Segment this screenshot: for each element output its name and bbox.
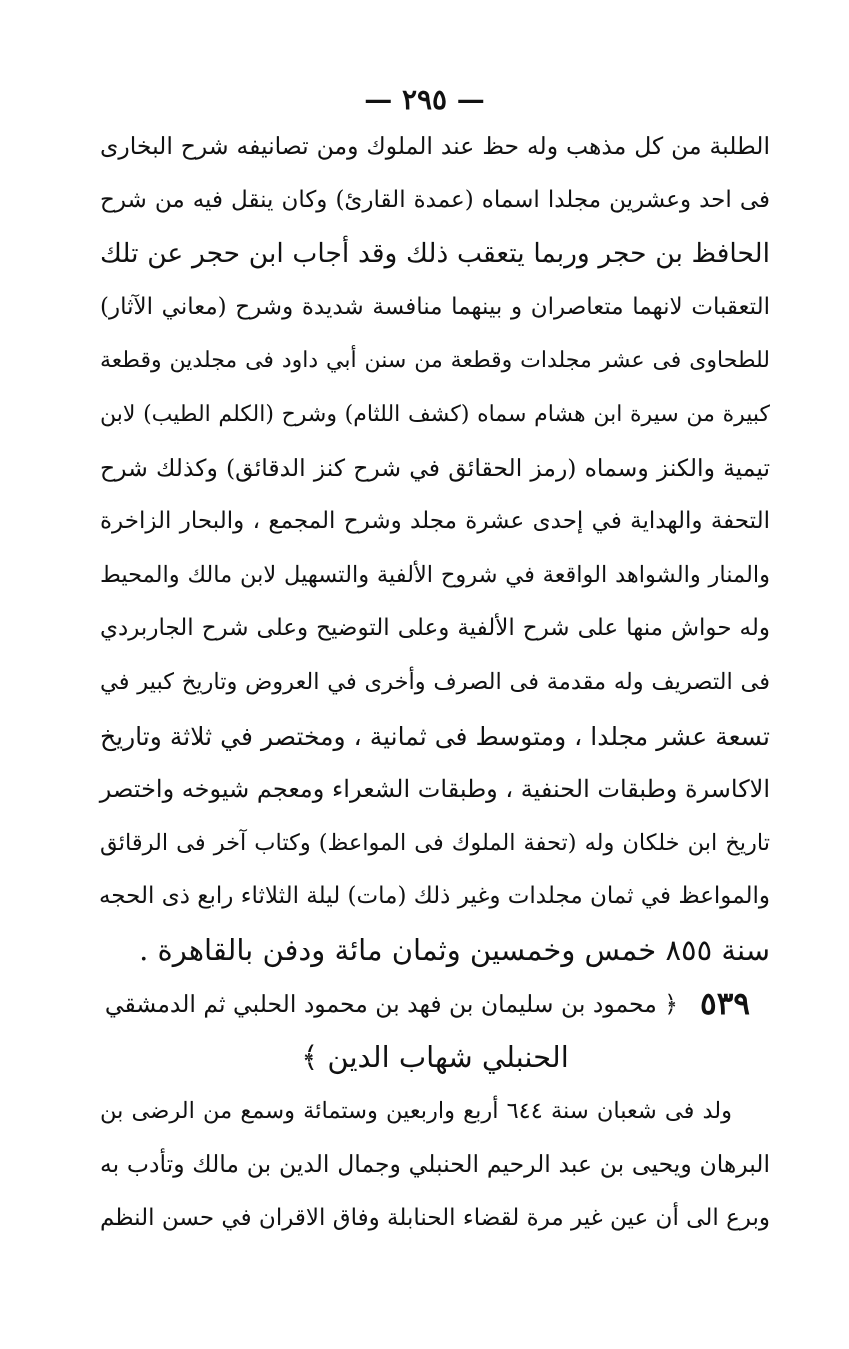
text-line: والمواعظ في ثمان مجلدات وغير ذلك (مات) ليلة الثلاثاء رابع ذى الحجه <box>98 883 770 910</box>
text-line: وبرع الى أن عين غير مرة لقضاء الحنابلة وفاق الاقران في حسن النظم <box>100 1204 770 1231</box>
text-line: الطلبة من كل مذهب وله حظ عند الملوك ومن تصانيفه شرح البخارى <box>100 132 770 160</box>
text-line: والمنار والشواهد الواقعة في شروح الألفية والتسهيل لابن مالك والمحيط <box>100 561 770 588</box>
text-line: الاكاسرة وطبقات الحنفية ، وطبقات الشعراء ومعجم شيوخه واختصر <box>99 775 770 804</box>
text-line: ولد فى شعبان سنة ٦٤٤ أربع واربعين وستمائة وسمع من الرضى بن <box>100 1097 732 1124</box>
text-line: الحافظ بن حجر وربما يتعقب ذلك وقد أجاب ابن حجر عن تلك <box>100 238 770 270</box>
biography-entry-heading <box>100 978 770 1032</box>
text-line: كبيرة من سيرة ابن هشام سماه (كشف اللثام) وشرح (الكلم الطيب) لابن <box>100 401 770 427</box>
text-line: تسعة عشر مجلدا ، ومتوسط فى ثمانية ، ومختصر في ثلاثة وتاريخ <box>100 721 770 751</box>
page-body <box>100 120 770 1245</box>
text-line: تيمية والكنز وسماه (رمز الحقائق في شرح كنز الدقائق) وكذلك شرح <box>100 453 770 482</box>
entry-number: ٥٣٩ <box>700 985 750 1022</box>
text-line: فى احد وعشرين مجلدا اسماه (عمدة القارئ) وكان ينقل فيه من شرح <box>100 186 770 213</box>
text-line: فى التصريف وله مقدمة فى الصرف وأخرى في العروض وتاريخ كبير في <box>100 668 770 695</box>
text-line: وله حواش منها على شرح الألفية وعلى التوضيح وعلى شرح الجاربردي <box>100 615 770 642</box>
page-number: — ٢٩٥ — <box>364 83 485 116</box>
text-line: للطحاوى فى عشر مجلدات وقطعة من سنن أبي داود فى مجلدين وقطعة <box>100 348 770 374</box>
entry-name: ﴿ محمود بن سليمان بن فهد بن محمود الحلبي ثم الدمشقي <box>104 989 679 1018</box>
text-line: التعقبات لانهما متعاصران و بينهما منافسة شديدة وشرح (معاني الآثار) <box>100 293 770 320</box>
text-line: البرهان ويحيى بن عبد الرحيم الحنبلي وجمال الدين بن مالك وتأدب به <box>100 1150 770 1179</box>
text-line: التحفة والهداية في إحدى عشرة مجلد وشرح المجمع ، والبحار الزاخرة <box>100 508 770 535</box>
text-line: تاريخ ابن خلكان وله (تحفة الملوك فى المواعظ) وكتاب آخر فى الرقائق <box>100 829 770 856</box>
text-line: سنة ٨٥٥ خمس وخمسين وثمان مائة ودفن بالقاهرة . <box>139 932 770 967</box>
entry-name-continuation: الحنبلي شهاب الدين ﴾ <box>301 1040 569 1075</box>
